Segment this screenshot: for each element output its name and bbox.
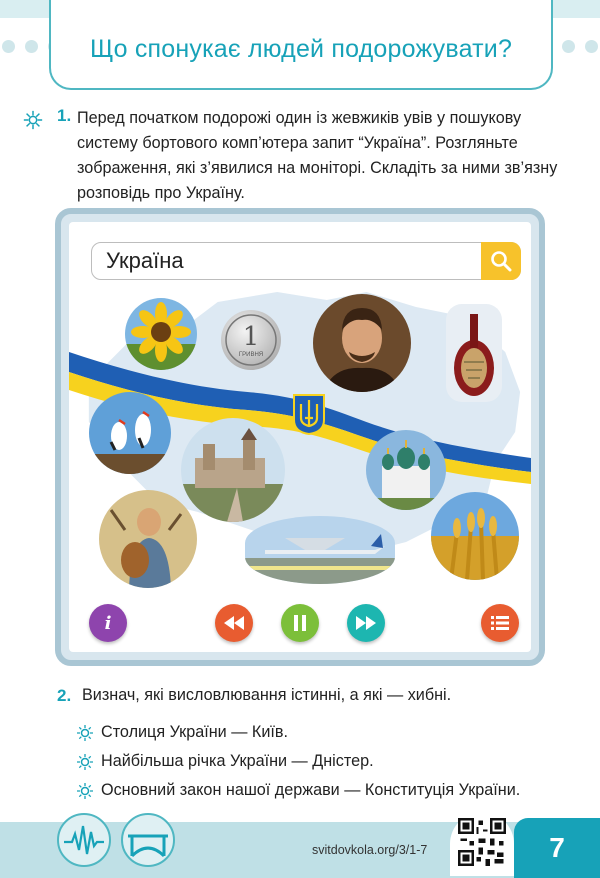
monitor-frame	[55, 208, 545, 666]
kozak-mamai-image	[99, 490, 197, 588]
list-icon	[491, 615, 509, 631]
hryvnia-coin-image	[221, 310, 281, 370]
fast-forward-icon	[356, 616, 376, 630]
sun-bullet-icon	[77, 725, 93, 741]
coin-value: 1	[242, 322, 260, 352]
monitor-screen	[69, 222, 531, 652]
page-title: Що спонукає людей подорожувати?	[89, 34, 513, 63]
statements-list	[77, 718, 520, 805]
pause-icon	[293, 615, 307, 631]
pause-button[interactable]	[281, 604, 319, 642]
title-box	[49, 0, 553, 90]
search-query: Україна	[106, 248, 184, 273]
menu-button[interactable]	[481, 604, 519, 642]
search-button[interactable]	[481, 242, 521, 280]
task-1-text: Перед початком подорожі один із жевжиків увів у пошукову систему бортового комп’ютера запит “Україна”. Розгляньте зображення, які з’явилися на моніторі. Складіть за ними зв’язну розповідь про Україну.	[77, 109, 558, 202]
bridge-icon	[120, 812, 176, 868]
coin-caption: ГРИВНЯ	[238, 352, 264, 358]
page-number: 7	[549, 832, 565, 863]
coat-of-arms-icon	[291, 392, 327, 436]
sound-wave-icon	[56, 812, 112, 868]
task-2-number: 2.	[57, 686, 72, 705]
search-input[interactable]	[91, 242, 521, 280]
page-number-tab	[514, 818, 600, 878]
sun-bullet-icon	[77, 754, 93, 770]
wheat-image	[431, 492, 519, 580]
cathedral-image	[366, 430, 446, 510]
list-item: Найбільша річка України — Дністер.	[77, 747, 520, 776]
list-item: Основний закон нашої держави — Конституція України.	[77, 776, 520, 805]
fast-forward-button[interactable]	[347, 604, 385, 642]
qr-code-icon[interactable]	[458, 818, 506, 866]
airplane-image	[245, 516, 395, 584]
storks-image	[89, 392, 171, 474]
sun-bullet-icon	[77, 783, 93, 799]
portrait-image	[313, 294, 411, 392]
info-button[interactable]: i	[89, 604, 127, 642]
list-item: Столиця України — Київ.	[77, 718, 520, 747]
castle-image	[181, 418, 285, 522]
sunflower-image	[125, 298, 197, 370]
task-2-text: Визнач, які висловлювання істинні, а які — хибні.	[82, 686, 452, 704]
task-1-number: 1.	[57, 106, 72, 125]
bandura-image	[446, 304, 502, 402]
group-work-icon	[22, 109, 44, 131]
rewind-icon	[224, 616, 244, 630]
website-link[interactable]: svitdovkola.org/3/1-7	[312, 843, 428, 857]
rewind-button[interactable]	[215, 604, 253, 642]
search-icon	[489, 249, 513, 273]
